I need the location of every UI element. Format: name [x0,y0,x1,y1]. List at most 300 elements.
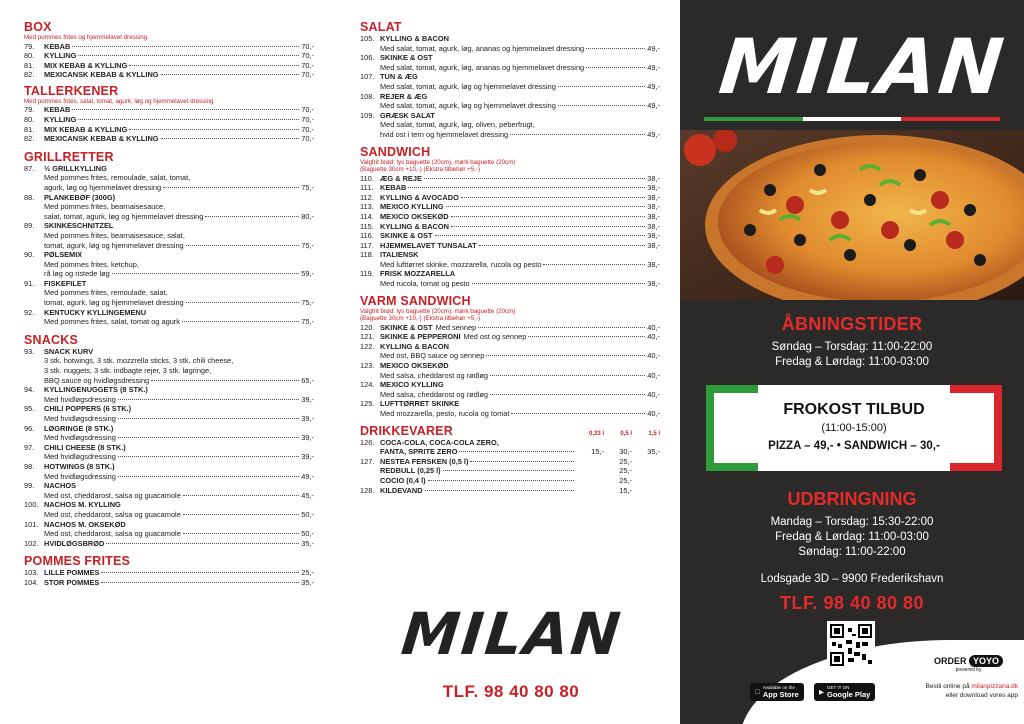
section-subtitle: Med pommes frites og hjemmelavet dressing [24,34,148,41]
menu-item-row [24,70,314,80]
pizza-photo [680,130,1024,300]
item-description: Med salat, tomat, agurk, løg og hjemmelavet dressing [380,81,556,91]
item-price: 39,- [301,433,314,443]
section-title: SALAT [360,20,402,34]
app-store-small: Available on the [758,685,790,690]
item-description: BBQ sauce og hvidløgsdressing [44,375,150,385]
item-name: ITALIENSK [380,250,419,260]
drink-row [360,476,660,486]
item-number: 94. [24,385,35,395]
item-description: Med ost, cheddarost, salsa og guacamole [44,509,181,519]
menu-item [360,323,660,333]
item-name: SKINKESCHNITZEL [44,221,114,231]
menu-item [24,70,314,80]
item-description-row [360,351,660,361]
menu-item [24,481,314,500]
item-number: 93. [24,346,35,356]
item-price: 49,- [647,43,660,53]
item-price: 59,- [301,269,314,279]
item-number: 113. [360,202,374,212]
item-price: 70,- [301,41,314,51]
menu-item-row [24,568,314,578]
item-number: 112. [360,192,374,202]
item-description: Med ost, cheddarost, salsa og guacamole [44,490,181,500]
menu-item-row [360,222,660,232]
menu-section [360,20,660,140]
item-price: 40,- [647,332,660,342]
leader-dots [486,355,645,356]
leader-dots [78,119,299,120]
leader-dots [151,380,299,381]
leader-dots [446,206,646,207]
item-name: NACHOS M. OKSEKØD [44,519,126,529]
menu-section [360,294,660,419]
apple-icon [755,689,760,696]
drink-size-header: 0,33 l [588,430,604,437]
item-description: Med pommes frites, ketchup, [44,259,139,269]
section-title: POMMES FRITES [24,554,131,569]
order-online-prefix: Bestil online på [925,683,972,690]
item-price: 75,- [301,317,314,327]
menu-section [24,84,314,144]
google-play-label: Google Play [827,690,871,699]
drinks-section [360,424,660,496]
item-description: Med ost, BBQ sauce og sennep [380,351,485,361]
order-online-suffix: eller download vores app [945,692,1018,699]
menu-item-row [360,34,660,44]
opening-hours-title: ÅBNINGSTIDER [781,314,923,334]
drink-row [360,447,660,457]
order-online-text [890,682,1018,700]
item-name: PLANKEBØF (300G) [44,192,116,202]
drink-row [360,466,660,476]
item-description-row [360,82,660,92]
item-number: 81. [24,124,35,134]
menu-item [360,361,660,380]
menu-item-row [360,212,660,222]
item-name: REJER & ÆG [380,91,428,101]
menu-section [360,145,660,289]
item-price: 25,- [301,568,314,578]
item-price: 75,- [301,298,314,308]
menu-column-left [24,20,314,592]
phone-number-bottom: TLF. 98 40 80 80 [442,682,580,701]
menu-item [360,193,660,203]
menu-item-row [24,193,314,203]
item-number: 125. [360,399,375,409]
leader-dots [470,461,574,462]
item-number: 88. [24,192,35,202]
menu-item [24,61,314,71]
item-number: 82. [24,134,35,144]
leader-dots [182,321,299,322]
menu-item-row [24,578,314,588]
item-description: Med salat, tomat, agurk, løg og hjemmelavet dressing [380,101,556,111]
item-price: 49,- [647,129,660,139]
item-price: 35,- [301,538,314,548]
app-store-button[interactable] [750,683,804,701]
item-name: KEBAB [44,41,71,51]
orderyoyo-yoyo: YOYO [969,655,1003,667]
menu-item [24,279,314,308]
item-name: REDBULL (0,25 l) [380,466,441,476]
menu-item [24,520,314,539]
menu-item [360,269,660,288]
menu-item-row [360,174,660,184]
section-title: BOX [24,20,52,34]
item-description-row [24,298,314,308]
item-price: 75,- [301,240,314,250]
item-number: 90. [24,250,35,260]
menu-item [360,202,660,212]
leader-dots [129,65,299,66]
menu-item-row [24,61,314,71]
item-description: Med hvidløgsdressing [44,414,116,423]
item-number: 118. [360,250,374,260]
menu-item [24,115,314,125]
item-description: agurk, løg og hjemmelavet dressing [44,182,162,192]
item-price: 45,- [301,490,314,500]
leader-dots [451,226,645,227]
item-description-row [24,183,314,193]
item-name: CHILI POPPERS (6 STK.) [44,404,132,414]
item-name: SKINKE & OST [380,231,433,241]
leader-dots [528,336,645,337]
menu-item [360,222,660,232]
leader-dots [510,134,645,135]
item-number: 106. [360,53,375,63]
item-price: 39,- [301,452,314,462]
item-description-row [24,317,314,327]
item-number: 96. [24,423,35,433]
menu-item [24,578,314,588]
item-description-row [24,241,314,251]
item-price: 38,- [647,231,660,241]
drink-price: 25,- [619,466,632,476]
item-number: 119. [360,269,374,279]
item-name: CHILI CHEESE (8 STK.) [44,442,126,452]
item-description-row [360,390,660,400]
menu-item-row [360,241,660,251]
drink-price: 15,- [591,447,604,457]
item-name: STOR POMMES [44,577,100,587]
menu-section [24,20,314,80]
section-title: VARM SANDWICH [360,293,471,308]
item-name: KILDEVAND [380,485,423,495]
menu-item [24,462,314,481]
leader-dots [490,394,645,395]
menu-item [24,539,314,549]
item-description: Med ost og sennep [463,332,527,342]
item-number: 110. [360,173,374,183]
item-description-row [24,510,314,520]
item-name: MIX KEBAB & KYLLING [44,124,128,134]
leader-dots [586,67,645,68]
leader-dots [558,86,645,87]
menu-item-row [24,279,314,289]
leader-dots [183,514,299,515]
play-icon: ▶ [819,689,824,696]
item-description: tomat, agurk, løg og hjemmelavet dressing [44,240,184,250]
leader-dots [161,138,300,139]
item-price: 40,- [647,409,660,418]
item-price: 70,- [301,70,314,80]
lunch-offer-box [714,393,994,463]
drink-row [360,438,660,448]
delivery-line-2: Fredag & Lørdag: 11:00-03:00 [775,531,929,543]
menu-item [24,134,314,144]
phone-number[interactable]: TLF. 98 40 80 80 [779,593,925,613]
item-number: 99. [24,481,35,491]
menu-item-row [24,347,314,357]
item-number: 127. [360,456,375,466]
hours-line-1: Søndag – Torsdag: 11:00-22:00 [771,341,933,353]
google-play-button[interactable] [814,683,875,701]
item-number: 117. [360,240,374,250]
item-name: NESTEA FERSKEN (0,5 l) [380,456,469,466]
item-description: Med pommes frites, remoulade, salat, [44,288,168,298]
menu-item-row [360,231,660,241]
drink-row [360,486,660,496]
menu-item [24,51,314,61]
item-name: COCIO (0,4 l) [380,475,426,485]
item-description: hvid ost i tern og hjemmelavet dressing [380,129,509,139]
menu-item-row [360,323,660,333]
item-price: 49,- [301,471,314,481]
item-description-row [24,433,314,443]
orderyoyo-order: ORDER [934,656,967,666]
item-number: 116. [360,231,374,241]
item-name: KEBAB [44,105,71,115]
menu-item [24,347,314,385]
item-price: 70,- [301,134,314,144]
item-name: SKINKE & OST [380,322,433,332]
menu-item [360,92,660,111]
item-description: Med mozzarella, pesto, rucola og tomat [380,409,510,418]
item-name: KYLLING & BACON [380,341,449,351]
item-price: 38,- [647,259,660,269]
leader-dots [118,418,299,419]
section-title: DRIKKEVARER [360,423,453,438]
item-name: HJEMMELAVET TUNSALAT [380,240,477,250]
menu-item-row [24,539,314,549]
delivery-line-3: Søndag: 11:00-22:00 [798,546,906,558]
item-description-row [24,452,314,462]
item-description-row [360,63,660,73]
menu-item [360,212,660,222]
item-number: 89. [24,221,35,231]
item-price: 70,- [301,124,314,134]
orderyoyo-logo [934,655,1003,673]
leader-dots [186,302,300,303]
item-name: LUFTTØRRET SKINKE [380,399,460,409]
item-number: 128. [360,485,375,495]
item-price: 38,- [647,183,660,193]
leader-dots [435,235,646,236]
item-price: 39,- [301,394,314,404]
leader-dots [443,470,574,471]
item-price: 70,- [301,105,314,115]
menu-item [24,424,314,443]
leader-dots [479,245,646,246]
item-number: 95. [24,404,35,414]
hours-line-2: Fredag & Lørdag: 11:00-03:00 [775,356,929,368]
item-number: 91. [24,278,35,288]
item-description-row [24,269,314,279]
menu-section [24,333,314,548]
menu-item-row [360,361,660,371]
menu-item-row [24,481,314,491]
item-name: SKINKE & PEPPERONI [380,332,461,342]
item-description-row [360,371,660,381]
lunch-offer-prices: PIZZA – 49,- • SANDWICH – 30,- [768,440,940,452]
section-title: SNACKS [24,332,78,347]
leader-dots [425,490,574,491]
item-number: 114. [360,211,374,221]
menu-item-row [24,385,314,395]
menu-item [360,111,660,140]
menu-item [24,250,314,279]
item-name: MEXICO OKSEKØD [380,211,449,221]
item-price: 65,- [301,375,314,385]
menu-item [360,342,660,361]
address: Lodsgade 3D – 9900 Frederikshavn [760,573,944,585]
item-description-row [360,409,660,419]
section-subtitle: (Baguette 30cm +10,-) (Ekstra tilbehør +5,-) [360,315,481,323]
menu-item [360,399,660,418]
item-description: Med salat, tomat, agurk, løg, ananas og hjemmelavet dressing [380,62,585,72]
item-name: KYLLING & BACON [380,221,449,231]
menu-item [360,250,660,269]
item-number: 109. [360,110,375,120]
item-number: 79. [24,41,35,51]
item-number: 107. [360,72,375,82]
item-price: 70,- [301,60,314,70]
orderyoyo-powered: powered by [955,667,982,673]
item-number: 123. [360,361,375,371]
item-number: 97. [24,442,35,452]
drink-price: 25,- [619,475,632,485]
menu-item-row [360,332,660,342]
menu-item-row [24,115,314,125]
menu-item [360,183,660,193]
item-price: 49,- [647,81,660,91]
item-name: MEXICO OKSEKØD [380,361,449,371]
drink-price: 35,- [647,447,660,457]
item-name: LØGRINGE (8 STK.) [44,423,114,433]
menu-item-row [360,111,660,121]
item-description: salat, tomat, agurk, løg og hjemmelavet dressing [44,211,204,221]
menu-item [24,404,314,423]
menu-item-row [24,424,314,434]
item-price: 70,- [301,114,314,124]
menu-item [360,241,660,251]
section-subtitle: Valgfrit brød: lys baguette (20cm), mørk baguette (20cm) [360,158,516,166]
item-number: 126. [360,437,375,447]
leader-dots [183,495,299,496]
item-name: FRISK MOZZARELLA [380,269,456,279]
item-price: 50,- [301,529,314,539]
qr-code-icon[interactable] [827,621,875,669]
section-subtitle: Med pommes frites, salat, tomat, agurk, løg og hjemmelavet dressing [24,97,214,105]
drink-price: 30,- [619,447,632,457]
menu-item [24,105,314,115]
item-number: 81. [24,60,35,70]
item-name: KEBAB [380,183,407,193]
menu-item-row [24,520,314,530]
item-name: HVIDLØGSBRØD [44,538,105,548]
item-name: KYLLING & BACON [380,34,449,43]
delivery-title: UDBRINGNING [787,489,917,509]
menu-item [24,164,314,193]
order-online-url[interactable]: milanpizzaria.dk [971,683,1018,690]
menu-item-row [24,164,314,174]
leader-dots [129,129,299,130]
item-price: 39,- [301,414,314,423]
lunch-offer-title: FROKOST TILBUD [783,401,925,418]
menu-item-row [360,193,660,203]
item-description-row [360,101,660,111]
item-price: 49,- [647,62,660,72]
menu-item [24,42,314,52]
item-price: 40,- [647,322,660,332]
item-price: 38,- [647,202,660,212]
menu-item-row [24,105,314,115]
item-name: NACHOS [44,481,77,491]
section-title: SANDWICH [360,144,431,159]
menu-item-row [360,380,660,390]
item-description: Med salat, tomat, agurk, løg, ananas og hjemmelavet dressing [380,43,585,53]
item-description-row [24,491,314,501]
drink-size-header: 0,5 l [620,430,632,437]
item-description: Med hvidløgsdressing [44,452,116,462]
item-name: MEXICO KYLLING [380,202,444,212]
leader-dots [558,105,645,106]
leader-dots [205,216,299,217]
item-description: rå løg og ristede løg [44,269,110,279]
leader-dots [424,178,645,179]
leader-dots [118,399,299,400]
item-description-row [24,395,314,405]
item-name: TUN & ÆG [380,72,418,82]
menu-item-row [24,42,314,52]
item-name: FANTA, SPRITE ZERO [380,447,458,457]
leader-dots [472,283,646,284]
drink-price: 15,- [619,485,632,495]
menu-item [360,332,660,342]
item-price: 38,- [647,240,660,250]
item-name: KYLLING [44,51,77,61]
item-price: 75,- [301,182,314,192]
item-price: 38,- [647,211,660,221]
menu-item [360,34,660,53]
menu-item-row [24,134,314,144]
menu-item [360,53,660,72]
item-name: MEXICANSK KEBAB & KYLLING [44,134,159,144]
leader-dots [106,543,299,544]
item-name: KENTUCKY KYLLINGEMENU [44,307,147,317]
item-number: 104. [24,577,39,587]
menu-item [24,385,314,404]
menu-item-row [24,500,314,510]
leader-dots [459,451,574,452]
item-description: Med pommes frites, remoulade, salat, tomat, [44,173,191,183]
leader-dots [183,533,299,534]
item-number: 111. [360,183,374,193]
menu-item-row [24,221,314,231]
item-number: 98. [24,461,35,471]
leader-dots [72,109,299,110]
